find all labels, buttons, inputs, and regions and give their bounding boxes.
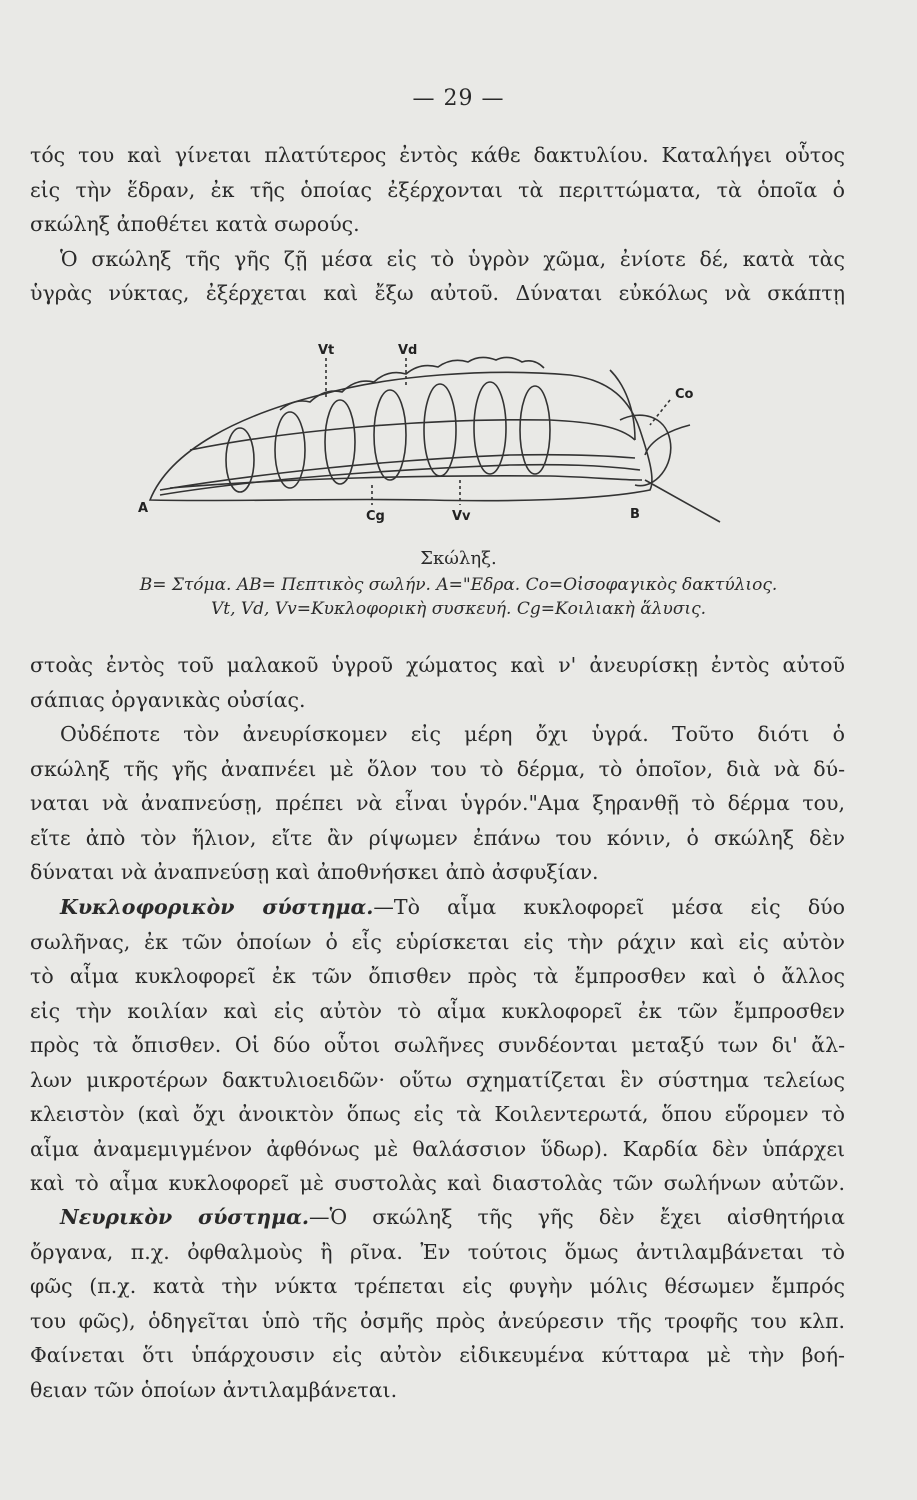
text-run: —Τὸ αἷμα κυκλοφορεῖ μέσα εἰς δύο	[373, 895, 845, 919]
text-line	[30, 1200, 845, 1235]
figure-label-vd: Vd	[398, 343, 418, 358]
section-heading-nervous: Νευρικὸν σύστημα.	[60, 1205, 310, 1229]
earthworm-figure	[130, 330, 730, 545]
text-line: εἴτε ἀπὸ τὸν ἥλιον, εἴτε ἂν ρίψωμεν ἐπάνω του κόνιν, ὁ σκώληξ δὲν	[30, 825, 845, 850]
figure-caption-line: B= Στόμα. AB= Πεπτικὸς σωλήν. A="Εδρα. Co=Οἰσοφαγικὸς δακτύλιος.	[139, 575, 778, 595]
text-line: ναται νὰ ἀναπνεύσῃ, πρέπει νὰ εἶναι ὑγρόν."Αμα ξηρανθῇ τὸ δέρμα του,	[30, 791, 845, 815]
text-line: εἰς τὴν κοιλίαν καὶ εἰς αὐτὸν τὸ αἷμα κυκλοφορεῖ ἐκ τῶν ἔμπροσθεν	[30, 998, 845, 1023]
text-line: ὑγρὰς νύκτας, ἐξέρχεται καὶ ἔξω αὐτοῦ. Δύναται εὐκόλως νὰ σκάπτῃ	[30, 281, 845, 305]
text-line: σκώληξ τῆς γῆς ἀναπνέει μὲ ὅλον του τὸ δέρμα, τὸ ὁποῖον, διὰ νὰ δύ-	[30, 756, 845, 781]
text-line: λων μικροτέρων δακτυλιοειδῶν· οὕτω σχηματίζεται ἓν σύστημα τελείως	[30, 1067, 845, 1092]
text-line: αἷμα ἀναμεμιγμένον ἀφθόνως μὲ θαλάσσιον ὕδωρ). Καρδία δὲν ὑπάρχει	[30, 1136, 845, 1161]
text-line: τὸ αἷμα κυκλοφορεῖ ἐκ τῶν ὄπισθεν πρὸς τὰ ἔμπροσθεν καὶ ὁ ἄλλος	[30, 964, 845, 988]
text-line: Οὐδέποτε τὸν ἀνευρίσκομεν εἰς μέρη ὄχι ὑγρά. Τοῦτο διότι ὁ	[60, 722, 845, 746]
text-line: σωλῆνας, ἐκ τῶν ὁποίων ὁ εἷς εὑρίσκεται εἰς τὴν ράχιν καὶ εἰς αὐτὸν	[30, 929, 845, 954]
text-line: εἰς τὴν ἕδραν, ἐκ τῆς ὁποίας ἐξέρχονται τὰ περιττώματα, τὰ ὁποῖα ὁ	[30, 177, 845, 202]
text-line: κλειστὸν (καὶ ὄχι ἀνοικτὸν ὅπως εἰς τὰ Κοιλεντερωτά, ὅπου εὕρομεν τὸ	[30, 1102, 845, 1126]
figure-caption-title: Σκώληξ.	[420, 548, 497, 569]
text-line	[30, 890, 845, 925]
text-run: —Ὁ σκώληξ τῆς γῆς δὲν ἔχει αἰσθητήρια	[309, 1205, 845, 1229]
text-line: του φῶς), ὁδηγεῖται ὑπὸ τῆς ὀσμῆς πρὸς ἀνεύρεσιν τῆς τροφῆς του κλπ.	[30, 1308, 845, 1333]
text-line: τός του καὶ γίνεται πλατύτερος ἐντὸς κάθε δακτυλίου. Καταλήγει οὗτος	[30, 143, 845, 167]
text-line: στοὰς ἐντὸς τοῦ μαλακοῦ ὑγροῦ χώματος καὶ ν' ἀνευρίσκῃ ἐντὸς αὐτοῦ	[30, 653, 845, 677]
figure-label-vv: Vv	[452, 509, 471, 524]
figure-label-co: Co	[675, 387, 694, 402]
page-number: — 29 —	[412, 86, 505, 111]
figure-label-cg: Cg	[366, 509, 385, 524]
figure-label-a: A	[138, 501, 149, 516]
figure-caption-line: Vt, Vd, Vv=Κυκλοφορικὴ συσκευή. Cg=Κοιλιακὴ ἅλυσις.	[210, 599, 707, 619]
text-line: πρὸς τὰ ὄπισθεν. Οἱ δύο οὗτοι σωλῆνες συνδέονται μεταξύ των δι' ἄλ-	[30, 1033, 845, 1057]
paragraph-nervous	[30, 1200, 845, 1407]
text-line: φῶς (π.χ. κατὰ τὴν νύκτα τρέπεται εἰς φυγὴν μόλις θέσωμεν ἔμπρός	[30, 1274, 845, 1298]
paragraph-main	[30, 648, 845, 890]
text-line: σάπιας ὀργανικὰς οὐσίας.	[30, 687, 306, 712]
paragraph-top	[30, 138, 845, 311]
text-line: Φαίνεται ὅτι ὑπάρχουσιν εἰς αὐτὸν εἰδικευμένα κύτταρα μὲ τὴν βοή-	[30, 1343, 845, 1367]
paragraph-circulatory	[30, 890, 845, 1201]
text-line: καὶ τὸ αἷμα κυκλοφορεῖ μὲ συστολὰς καὶ διαστολὰς τῶν σωλήνων αὐτῶν.	[30, 1171, 845, 1195]
text-line: δύναται νὰ ἀναπνεύσῃ καὶ ἀποθνήσκει ἀπὸ ἀσφυξίαν.	[30, 860, 599, 884]
figure-label-vt: Vt	[318, 343, 335, 358]
text-line: θειαν τῶν ὁποίων ἀντιλαμβάνεται.	[30, 1377, 398, 1402]
figure-label-b: B	[630, 507, 640, 522]
section-heading-circulatory: Κυκλοφορικὸν σύστημα.	[60, 895, 374, 919]
text-line: Ὁ σκώληξ τῆς γῆς ζῇ μέσα εἰς τὸ ὑγρὸν χῶμα, ἐνίοτε δέ, κατὰ τὰς	[60, 246, 845, 271]
text-line: ὄργανα, π.χ. ὀφθαλμοὺς ἢ ρῖνα. Ἐν τούτοις ὅμως ἀντιλαμβάνεται τὸ	[30, 1239, 845, 1264]
text-line: σκώληξ ἀποθέτει κατὰ σωρούς.	[30, 212, 360, 236]
